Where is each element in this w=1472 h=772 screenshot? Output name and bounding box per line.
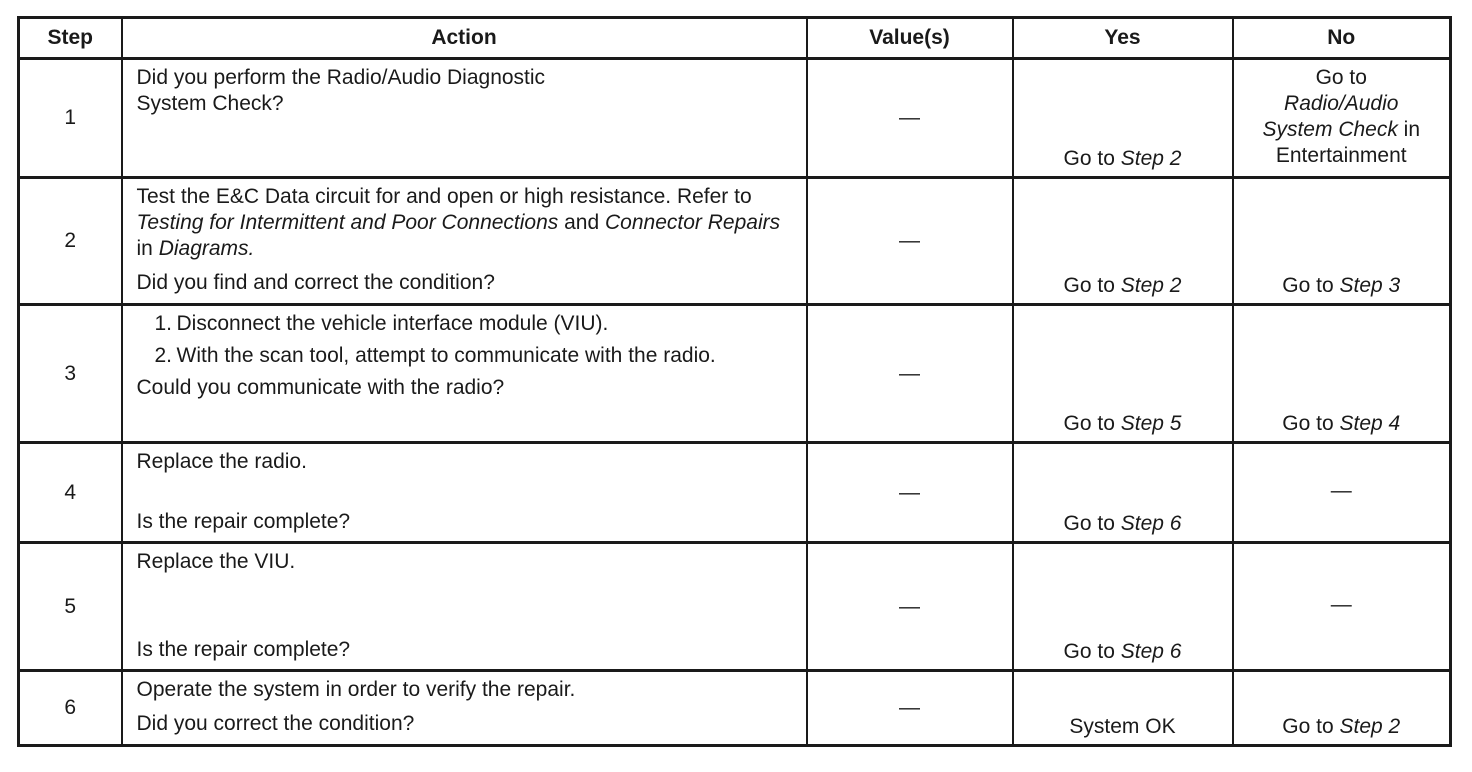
value-cell	[807, 59, 1013, 178]
step-number: 6	[19, 671, 122, 746]
action-text: Test the E&C Data circuit for and open or high resistance. Refer to	[136, 185, 752, 208]
yes-cell	[1013, 443, 1233, 543]
step-number: 4	[19, 443, 122, 543]
header-yes: Yes	[1013, 18, 1233, 59]
no-cell	[1233, 671, 1451, 746]
no-ref: Radio/Audio	[1284, 92, 1399, 115]
no-text: in	[1397, 118, 1421, 141]
value-cell	[807, 178, 1013, 305]
table-row	[19, 543, 1451, 671]
action-question: Is the repair complete?	[136, 638, 351, 661]
yes-cell	[1013, 543, 1233, 671]
yes-cell	[1013, 305, 1233, 443]
diagnostic-table	[17, 16, 1452, 747]
action-text: in	[136, 237, 159, 260]
yes-prefix: Go to	[1063, 640, 1121, 663]
action-question: Did you correct the condition?	[136, 712, 415, 735]
reference-link: Diagrams.	[158, 237, 255, 260]
dash: —	[899, 361, 920, 385]
step-number: 1	[19, 59, 122, 178]
yes-cell	[1013, 59, 1233, 178]
table-row	[19, 59, 1451, 178]
no-cell	[1233, 178, 1451, 305]
yes-prefix: Go to	[1063, 274, 1121, 297]
table-row	[19, 443, 1451, 543]
value-cell	[807, 443, 1013, 543]
no-ref: System Check	[1262, 118, 1398, 141]
header-row	[19, 18, 1451, 59]
no-cell	[1233, 443, 1451, 543]
yes-step-ref: Step 5	[1120, 412, 1182, 435]
step-number: 5	[19, 543, 122, 671]
dash: —	[1330, 478, 1352, 502]
list-number: 1.	[154, 312, 173, 335]
table-row	[19, 671, 1451, 746]
action-text: Replace the radio.	[136, 450, 307, 473]
action-cell	[122, 543, 807, 671]
action-instruction	[137, 184, 794, 262]
no-step-ref: Step 4	[1339, 412, 1401, 435]
list-text: With the scan tool, attempt to communicate with the radio.	[176, 344, 716, 367]
no-prefix: Go to	[1282, 412, 1340, 435]
reference-link: Testing for Intermittent and Poor Connections	[136, 211, 559, 234]
no-prefix: Go to	[1282, 715, 1340, 738]
no-cell	[1233, 543, 1451, 671]
list-item	[155, 311, 794, 337]
action-text: Did you perform the Radio/Audio Diagnostic	[136, 66, 546, 89]
value-cell	[807, 305, 1013, 443]
action-text: Replace the VIU.	[136, 550, 296, 573]
no-text: Go to	[1315, 66, 1367, 89]
list-text: Disconnect the vehicle interface module (VIU).	[176, 312, 609, 335]
dash: —	[899, 696, 920, 719]
yes-text: System OK	[1069, 715, 1176, 738]
no-text: Entertainment	[1275, 144, 1407, 167]
yes-prefix: Go to	[1063, 512, 1121, 535]
action-cell	[122, 443, 807, 543]
yes-cell	[1013, 671, 1233, 746]
reference-link: Connector Repairs	[605, 211, 781, 234]
yes-step-ref: Step 2	[1120, 274, 1182, 297]
header-step: Step	[19, 18, 122, 59]
yes-prefix: Go to	[1063, 147, 1121, 170]
action-question: Could you communicate with the radio?	[136, 376, 505, 399]
header-no: No	[1233, 18, 1451, 59]
header-values: Value(s)	[807, 18, 1013, 59]
table-row	[19, 305, 1451, 443]
action-question: Is the repair complete?	[136, 510, 351, 533]
no-prefix: Go to	[1282, 274, 1340, 297]
table-row	[19, 178, 1451, 305]
step-number: 3	[19, 305, 122, 443]
list-number: 2.	[154, 344, 173, 367]
yes-step-ref: Step 6	[1120, 640, 1182, 663]
action-question: Did you find and correct the condition?	[136, 271, 495, 294]
no-step-ref: Step 2	[1339, 715, 1401, 738]
yes-step-ref: Step 6	[1120, 512, 1182, 535]
value-cell	[807, 671, 1013, 746]
dash: —	[899, 229, 920, 252]
header-action: Action	[122, 18, 807, 59]
action-cell	[122, 178, 807, 305]
no-cell	[1233, 305, 1451, 443]
yes-cell	[1013, 178, 1233, 305]
action-cell	[122, 305, 807, 443]
dash: —	[899, 480, 920, 504]
action-steps	[137, 311, 794, 369]
action-text: and	[558, 211, 606, 234]
action-text: System Check?	[136, 92, 284, 115]
no-step-ref: Step 3	[1339, 274, 1401, 297]
action-cell	[122, 59, 807, 178]
yes-step-ref: Step 2	[1120, 147, 1182, 170]
list-item	[155, 343, 794, 369]
step-number: 2	[19, 178, 122, 305]
dash: —	[1330, 592, 1352, 616]
action-cell	[122, 671, 807, 746]
action-text: Operate the system in order to verify the repair.	[136, 678, 576, 701]
yes-prefix: Go to	[1063, 412, 1121, 435]
dash: —	[899, 594, 920, 618]
no-cell	[1233, 59, 1451, 178]
value-cell	[807, 543, 1013, 671]
dash: —	[899, 106, 920, 129]
